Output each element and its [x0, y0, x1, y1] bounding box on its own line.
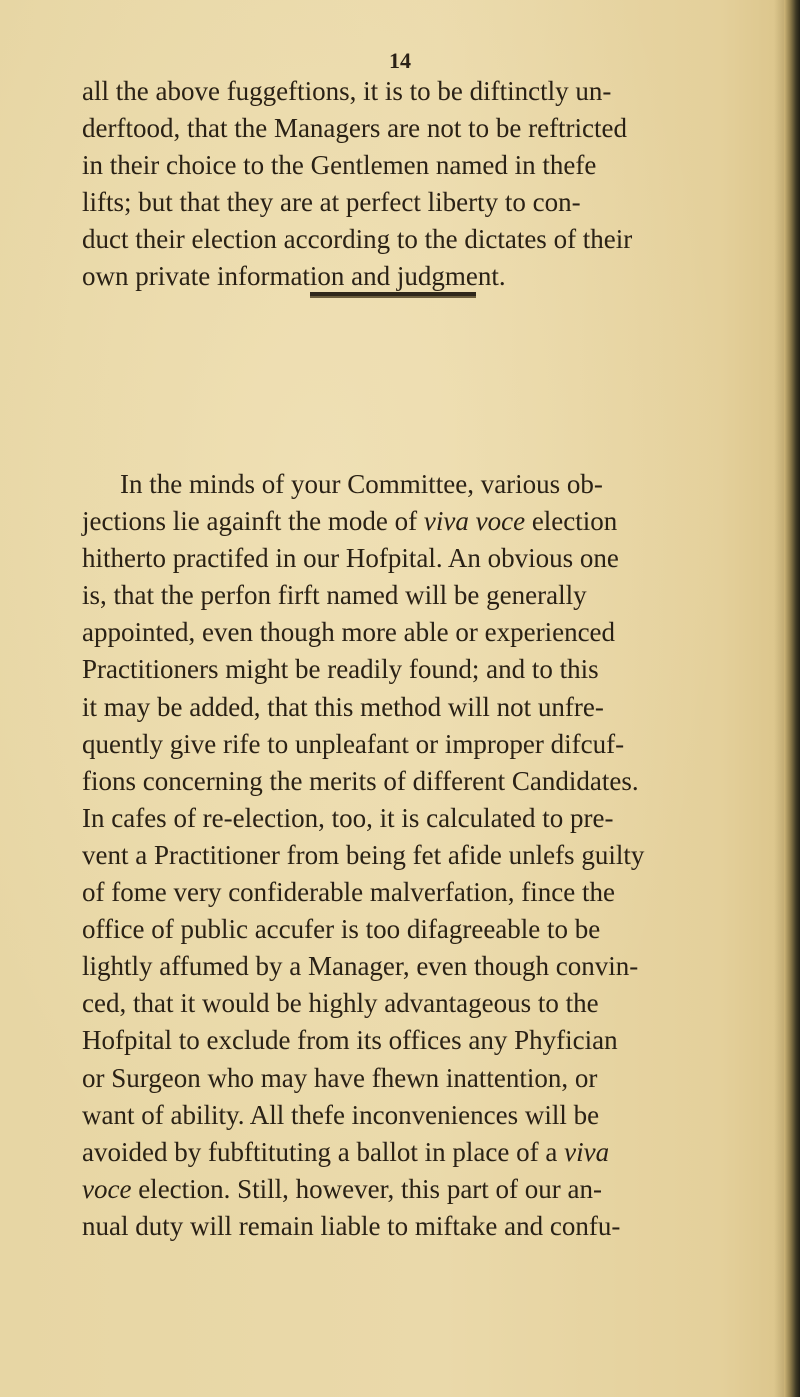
text-line: all the above fuggeftions, it is to be diftinctly un- — [82, 76, 612, 106]
text-line: it may be added, that this method will not unfre- — [82, 691, 604, 722]
text-line: derftood, that the Managers are not to be reftricted — [82, 113, 628, 144]
text-line: fions concerning the merits of different Candidates. — [82, 765, 639, 796]
text-line: appointed, even though more able or experienced — [82, 617, 616, 648]
text-line: or Surgeon who may have fhewn inattention, or — [82, 1062, 598, 1093]
text-line: duct their election according to the dictates of their — [82, 224, 633, 255]
text-line: nual duty will remain liable to miftake and confu- — [82, 1210, 621, 1241]
section-divider-rule — [310, 292, 476, 298]
text-line: Practitioners might be readily found; and to this — [82, 654, 599, 685]
text-line: vent a Practitioner from being fet afide unlefs guilty — [82, 839, 645, 870]
text-line: own private information and judgment. — [82, 261, 506, 292]
binding-shadow — [774, 0, 784, 1397]
text-line: avoided by fubftituting a ballot in place of a viva — [82, 1136, 610, 1167]
page-number: 14 — [389, 48, 411, 73]
text-line: quently give rife to unpleafant or improper difcuf- — [82, 728, 625, 759]
text-line: is, that the perfon firft named will be generally — [82, 580, 587, 611]
book-binding-edge — [784, 0, 800, 1397]
text-line: In the minds of your Committee, various ob- — [120, 469, 603, 499]
text-line: in their choice to the Gentlemen named in thefe — [82, 150, 597, 181]
text-line: lifts; but that they are at perfect liberty to con- — [82, 187, 581, 218]
text-line: office of public accufer is too difagreeable to be — [82, 914, 601, 945]
text-line: want of ability. All thefe inconveniences will be — [82, 1099, 600, 1130]
text-line: hitherto practifed in our Hofpital. An obvious one — [82, 543, 619, 574]
text-line: jections lie againft the mode of viva voce election — [82, 506, 618, 537]
text-line: Hofpital to exclude from its offices any Phyfician — [82, 1025, 618, 1056]
text-line: In cafes of re-election, too, it is calculated to pre- — [82, 802, 614, 833]
text-line: voce election. Still, however, this part of our an- — [82, 1173, 603, 1204]
text-line: of fome very confiderable malverfation, fince the — [82, 877, 615, 908]
text-line: ced, that it would be highly advantageous to the — [82, 988, 599, 1019]
paragraph-1 — [82, 73, 722, 296]
paragraph-2 — [82, 466, 722, 1245]
text-line: lightly affumed by a Manager, even though convin- — [82, 951, 639, 982]
